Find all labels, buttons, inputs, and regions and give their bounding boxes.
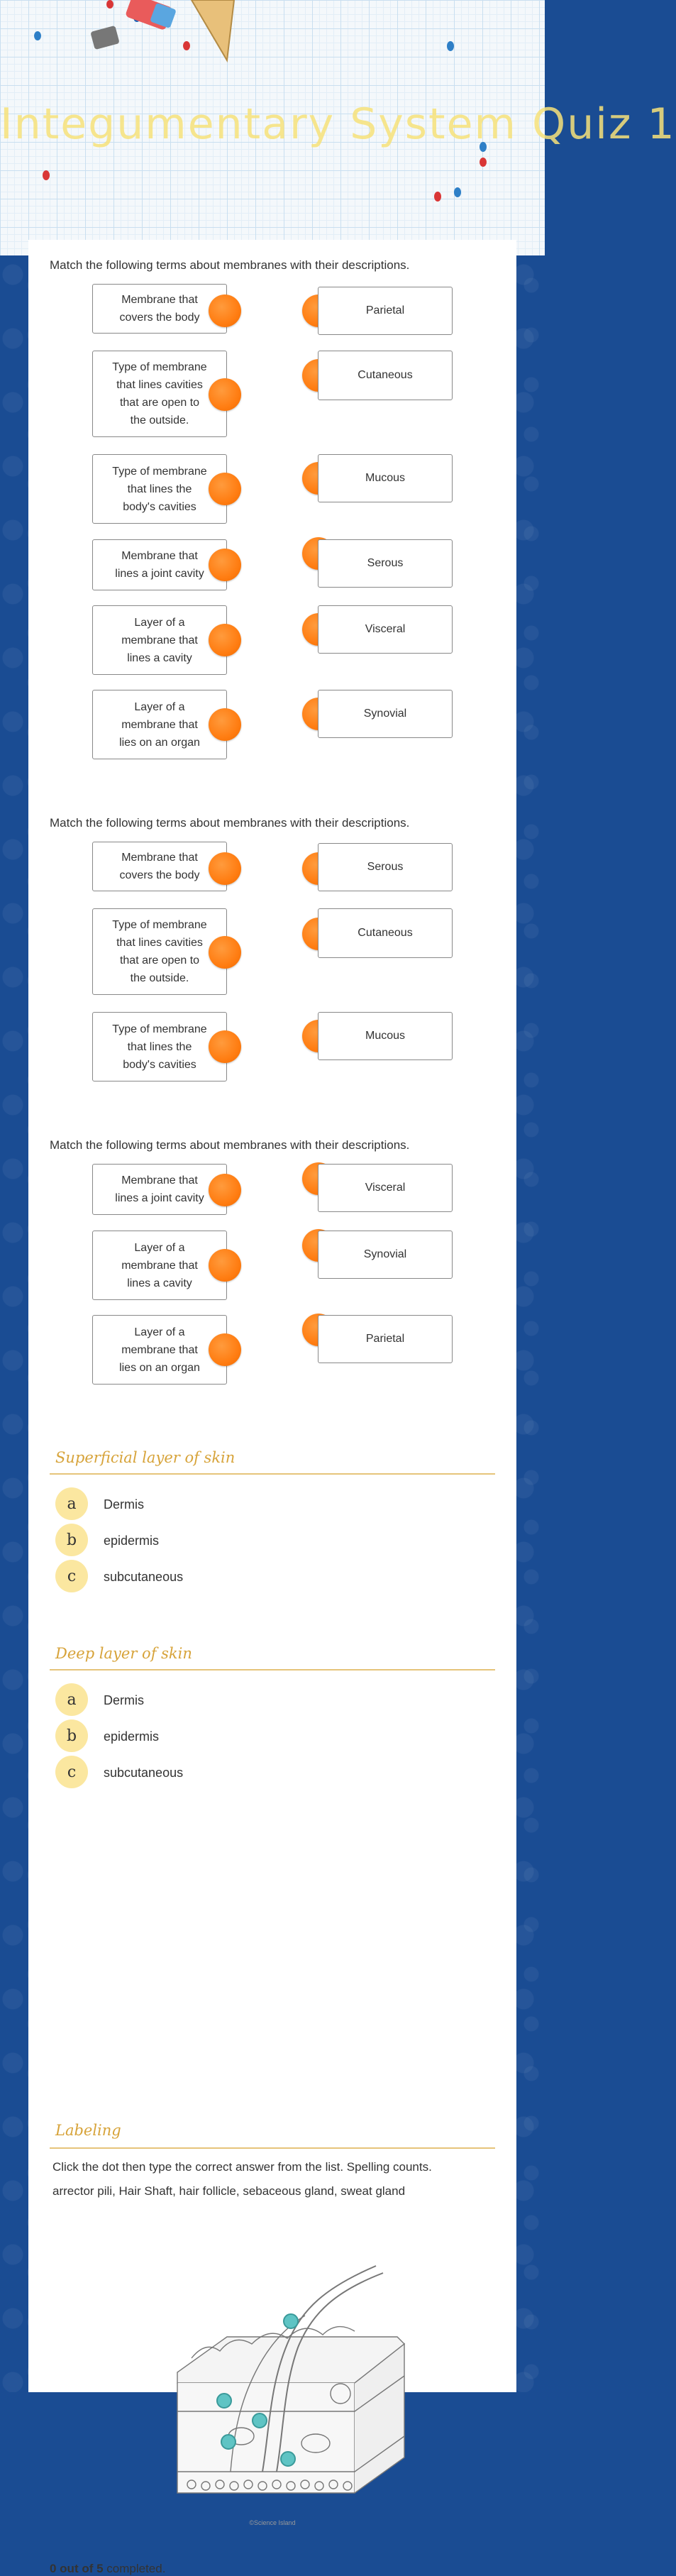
term-text: Layer of a membrane that lines a cavity bbox=[121, 1241, 198, 1289]
section-divider bbox=[50, 2147, 495, 2149]
term-connector-dot[interactable] bbox=[209, 378, 241, 411]
term-text: Membrane that lines a joint cavity bbox=[115, 550, 204, 580]
diagram-copyright: ©Science Island bbox=[249, 2519, 296, 2526]
option-text[interactable]: epidermis bbox=[104, 1729, 160, 1744]
term-card[interactable] bbox=[92, 1231, 227, 1300]
worksheet-card bbox=[28, 240, 516, 2575]
term-card[interactable] bbox=[92, 454, 227, 524]
option-letter-badge[interactable]: c bbox=[55, 1756, 88, 1788]
labeling-word-list: arrector pili, Hair Shaft, hair follicle, sebaceous gland, sweat gland bbox=[52, 2184, 406, 2198]
term-card[interactable] bbox=[92, 690, 227, 759]
answer-card[interactable]: Cutaneous bbox=[318, 351, 453, 400]
score-suffix: completed. bbox=[103, 2562, 166, 2575]
term-connector-dot[interactable] bbox=[209, 624, 241, 656]
page-title: Integumentary System Quiz 1 bbox=[0, 99, 676, 149]
decor-dot bbox=[434, 192, 441, 202]
answer-card[interactable]: Mucous bbox=[318, 454, 453, 502]
matching-prompt: Match the following terms about membranes with their descriptions. bbox=[50, 1138, 410, 1152]
question-title: Superficial layer of skin bbox=[55, 1449, 236, 1466]
question-title: Deep layer of skin bbox=[55, 1645, 192, 1662]
term-connector-dot[interactable] bbox=[209, 1249, 241, 1282]
term-card[interactable] bbox=[92, 908, 227, 995]
term-connector-dot[interactable] bbox=[209, 1030, 241, 1063]
option-letter-badge[interactable]: b bbox=[55, 1719, 88, 1752]
option-letter-badge[interactable]: c bbox=[55, 1560, 88, 1592]
term-text: Type of membrane that lines the body's cavities bbox=[112, 1023, 207, 1071]
option-text[interactable]: Dermis bbox=[104, 1693, 144, 1707]
decor-dot bbox=[447, 41, 454, 51]
term-connector-dot[interactable] bbox=[209, 1174, 241, 1206]
option-letter-badge[interactable]: a bbox=[55, 1683, 88, 1716]
school-supplies-icon bbox=[85, 0, 241, 64]
answer-card[interactable]: Parietal bbox=[318, 287, 453, 335]
answer-card[interactable]: Cutaneous bbox=[318, 908, 453, 958]
term-connector-dot[interactable] bbox=[209, 936, 241, 969]
answer-card[interactable]: Parietal bbox=[318, 1315, 453, 1363]
term-card[interactable] bbox=[92, 1315, 227, 1385]
answer-card[interactable]: Serous bbox=[318, 843, 453, 891]
term-connector-dot[interactable] bbox=[209, 1333, 241, 1366]
section-divider bbox=[50, 1669, 495, 1670]
term-connector-dot[interactable] bbox=[209, 549, 241, 581]
answer-card[interactable]: Synovial bbox=[318, 1231, 453, 1279]
term-text: Layer of a membrane that lies on an organ bbox=[119, 700, 200, 749]
decor-dot bbox=[43, 170, 50, 180]
matching-prompt: Match the following terms about membranes with their descriptions. bbox=[50, 816, 410, 830]
term-connector-dot[interactable] bbox=[209, 708, 241, 741]
decor-dot bbox=[34, 31, 41, 40]
term-text: Type of membrane that lines the body's cavities bbox=[112, 465, 207, 513]
section-divider bbox=[50, 1473, 495, 1475]
term-card[interactable] bbox=[92, 351, 227, 437]
question-title: Labeling bbox=[55, 2122, 121, 2139]
term-card[interactable] bbox=[92, 539, 227, 590]
term-text: Membrane that covers the body bbox=[119, 294, 200, 324]
term-card[interactable] bbox=[92, 1164, 227, 1215]
term-connector-dot[interactable] bbox=[209, 295, 241, 327]
matching-prompt: Match the following terms about membranes with their descriptions. bbox=[50, 258, 410, 272]
term-card[interactable] bbox=[92, 605, 227, 675]
term-text: Type of membrane that lines cavities that are open to the outside. bbox=[112, 919, 207, 984]
answer-card[interactable]: Visceral bbox=[318, 1164, 453, 1212]
answer-card[interactable]: Serous bbox=[318, 539, 453, 588]
answer-card[interactable]: Mucous bbox=[318, 1012, 453, 1060]
option-text[interactable]: subcutaneous bbox=[104, 1570, 184, 1584]
answer-card[interactable]: Synovial bbox=[318, 690, 453, 738]
term-text: Type of membrane that lines cavities that are open to the outside. bbox=[112, 361, 207, 426]
option-letter-badge[interactable]: b bbox=[55, 1524, 88, 1556]
decor-dot bbox=[480, 158, 487, 167]
term-connector-dot[interactable] bbox=[209, 473, 241, 505]
option-letter-badge[interactable]: a bbox=[55, 1487, 88, 1520]
term-text: Membrane that covers the body bbox=[119, 852, 200, 881]
score-count: 0 out of 5 bbox=[50, 2562, 104, 2575]
decor-dot bbox=[454, 187, 461, 197]
answer-card[interactable]: Visceral bbox=[318, 605, 453, 654]
option-text[interactable]: Dermis bbox=[104, 1497, 144, 1512]
skin-cross-section-diagram bbox=[163, 2259, 419, 2528]
option-text[interactable]: subcutaneous bbox=[104, 1766, 184, 1780]
term-text: Layer of a membrane that lines a cavity bbox=[121, 616, 198, 664]
term-text: Layer of a membrane that lies on an organ bbox=[119, 1326, 200, 1374]
completion-status bbox=[50, 2562, 165, 2576]
term-text: Membrane that lines a joint cavity bbox=[115, 1174, 204, 1204]
term-card[interactable] bbox=[92, 1012, 227, 1081]
labeling-instructions: Click the dot then type the correct answer from the list. Spelling counts. bbox=[52, 2160, 432, 2174]
term-card[interactable] bbox=[92, 842, 227, 891]
term-card[interactable] bbox=[92, 284, 227, 334]
term-connector-dot[interactable] bbox=[209, 852, 241, 885]
option-text[interactable]: epidermis bbox=[104, 1534, 160, 1548]
